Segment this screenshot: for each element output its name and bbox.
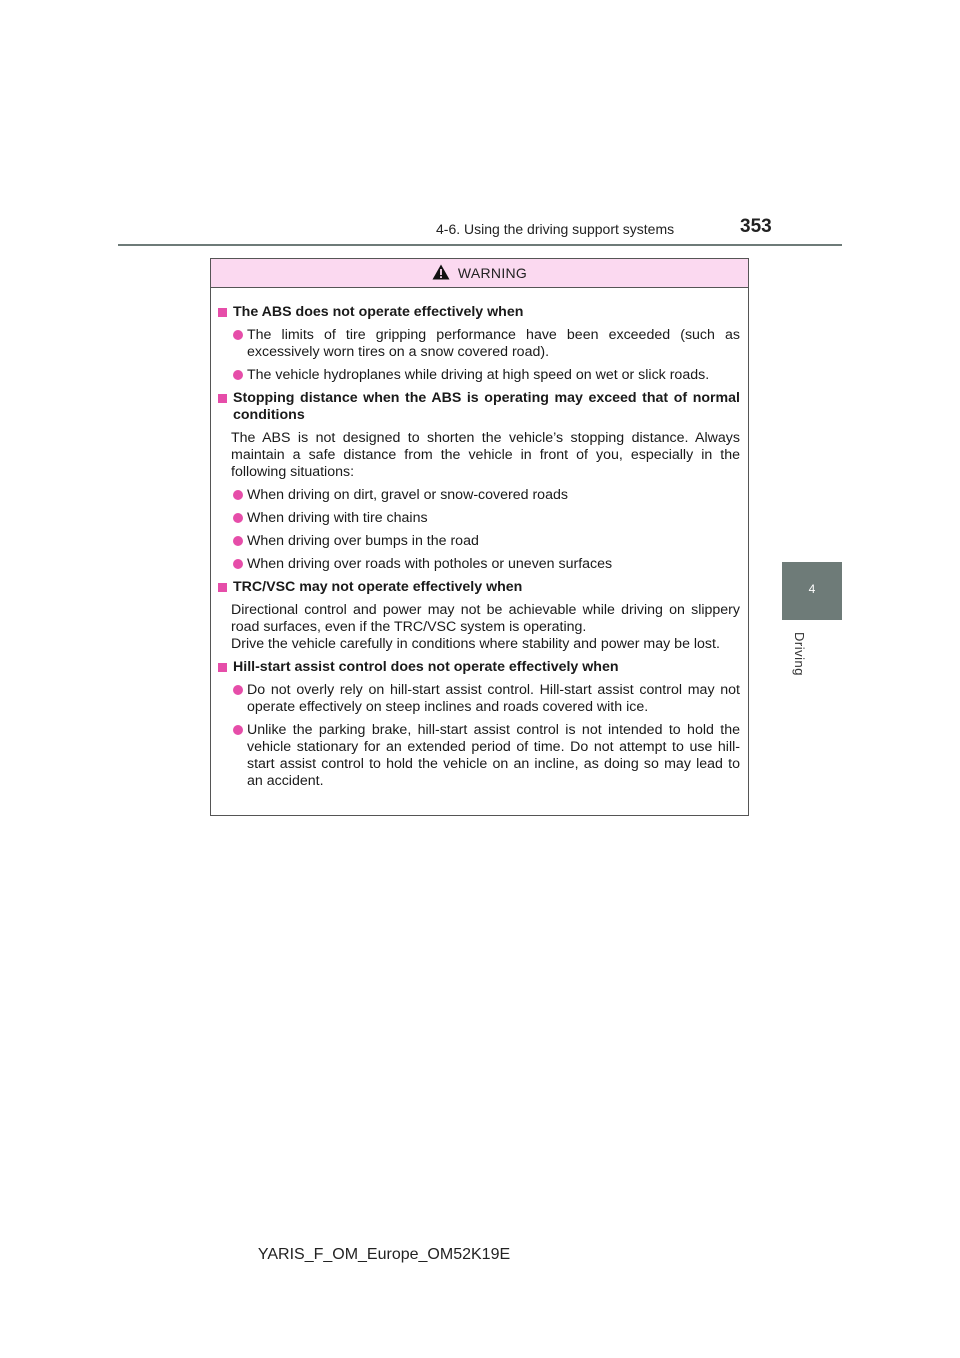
warning-bullet-item [218, 556, 740, 573]
chapter-label: Driving [792, 632, 807, 676]
document-code: YARIS_F_OM_Europe_OM52K19E [257, 1246, 511, 1263]
warning-header [211, 259, 748, 288]
warning-title: WARNING [457, 265, 528, 281]
circle-bullet-icon [233, 490, 243, 500]
warning-bullet-item [218, 487, 740, 504]
warning-bullet-text: When driving over bumps in the road [247, 533, 479, 549]
chapter-number: 4 [808, 582, 816, 596]
page-number: 353 [740, 216, 772, 237]
warning-paragraph: The ABS is not designed to shorten the vehicle’s stopping distance. Always maintain a safe distance from the vehicle in front of you, especially in the following situations: [231, 430, 740, 480]
warning-section-title-row [218, 579, 740, 596]
section-title: 4-6. Using the driving support systems [436, 221, 675, 237]
warning-section-title: The ABS does not operate effectively when [233, 304, 524, 320]
circle-bullet-icon [233, 536, 243, 546]
square-bullet-icon [218, 583, 227, 592]
warning-bullet-item [218, 682, 740, 716]
warning-bullet-item [218, 510, 740, 527]
circle-bullet-icon [233, 559, 243, 569]
warning-section-title-row [218, 304, 740, 321]
square-bullet-icon [218, 308, 227, 317]
warning-bullet-text: When driving over roads with potholes or uneven surfaces [247, 556, 613, 572]
warning-bullet-text: The vehicle hydroplanes while driving at high speed on wet or slick roads. [247, 367, 710, 383]
warning-triangle-icon [432, 264, 450, 283]
warning-bullet-item [218, 722, 740, 790]
circle-bullet-icon [233, 725, 243, 735]
warning-section-title-row [218, 659, 740, 676]
warning-bullet-item [218, 327, 740, 361]
circle-bullet-icon [233, 513, 243, 523]
warning-paragraph: Directional control and power may not be achievable while driving on slippery road surfaces, even if the TRC/VSC system is operating. [231, 602, 740, 635]
warning-bullet-text: Unlike the parking brake, hill-start assist control is not intended to hold the vehicle stationary for an extended period of time. Do not attempt to use hill-start assist control to hold the vehicle on an incline, as doing so may lead to an accident. [247, 722, 740, 789]
warning-bullet-text: Do not overly rely on hill-start assist control. Hill-start assist control may not operate effectively on steep inclines and roads covered with ice. [247, 682, 740, 715]
chapter-tab [782, 562, 842, 620]
circle-bullet-icon [233, 685, 243, 695]
circle-bullet-icon [233, 330, 243, 340]
warning-box [210, 258, 749, 816]
header-rule [118, 244, 842, 246]
warning-section-title: Hill-start assist control does not operate effectively when [233, 659, 619, 675]
circle-bullet-icon [233, 370, 243, 380]
warning-bullet-item [218, 367, 740, 384]
warning-bullet-item [218, 533, 740, 550]
warning-body [211, 288, 748, 790]
square-bullet-icon [218, 394, 227, 403]
warning-section-title: Stopping distance when the ABS is operating may exceed that of normal conditions [233, 390, 740, 423]
square-bullet-icon [218, 663, 227, 672]
warning-bullet-text: When driving on dirt, gravel or snow-covered roads [247, 487, 568, 503]
warning-paragraph: Drive the vehicle carefully in conditions where stability and power may be lost. [231, 636, 720, 652]
warning-bullet-text: The limits of tire gripping performance have been exceeded (such as excessively worn tires on a snow covered road). [247, 327, 740, 360]
warning-section-title: TRC/VSC may not operate effectively when [233, 579, 523, 595]
warning-bullet-text: When driving with tire chains [247, 510, 428, 526]
warning-section-title-row [218, 390, 740, 424]
